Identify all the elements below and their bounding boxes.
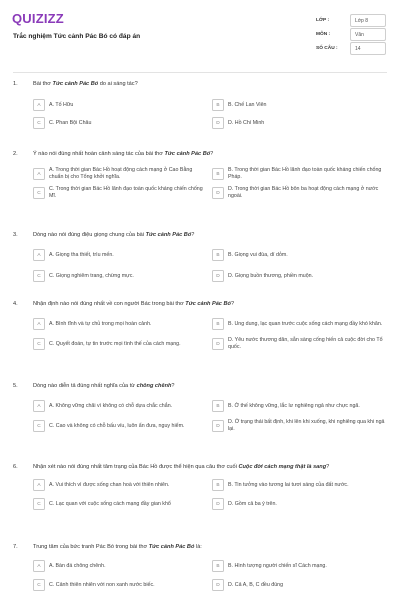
option-letter-box: A [33,99,45,111]
meta-key: SỐ CÂU : [316,46,338,51]
option-text: B. Ung dung, lạc quan trước cuộc sống cách mạng đầy khó khăn. [228,320,383,327]
option-d[interactable] [212,337,387,351]
quizizz-logo: QUIZIZZ [12,11,64,26]
option-letter-box: C [33,117,45,129]
question-number: 7. [13,544,18,550]
option-c[interactable] [33,117,208,129]
option-text: A. Trong thời gian Bác Hồ hoạt động cách mạng ở Cao Bằng chuẩn bị cho Tổng khởi nghĩa. [49,167,193,180]
question-header [13,463,387,471]
option-text: C. Trong thời gian Bác Hồ lãnh đạo toàn quốc kháng chiến chống Mĩ. [49,186,203,199]
option-text: D. Giọng buồn thương, phiền muộn. [228,272,314,279]
question-4 [13,300,387,351]
option-text: D. Yêu nước thương dân, sẵn sàng cống hiến cả cuộc đời cho Tổ quốc. [228,337,383,350]
option-letter-box: C [33,420,45,432]
option-letter-box: A [33,318,45,330]
option-letter-box: A [33,479,45,491]
option-d[interactable] [212,186,387,200]
option-letter-box: D [212,579,224,591]
meta-value-class: Lớp 8 [350,14,386,27]
options-grid [33,479,387,510]
question-5 [13,382,387,433]
option-text: B. Chế Lan Viên [228,101,267,108]
option-text: C. Giọng nghiêm trang, chừng mực. [49,272,134,279]
meta-value-count: 14 [350,42,386,55]
option-text: D. Ở trạng thái bất định, khi lên khi xuống, khi nghiêng qua khi ngả lại. [228,419,385,432]
question-text: Nhận định nào nói đúng nhất về con người Bác trong bài thơ Tức cảnh Pác Bó? [33,301,235,307]
option-b[interactable] [212,560,387,572]
option-letter-box: C [33,338,45,350]
meta-row-count [316,42,386,55]
option-letter-box: D [212,420,224,432]
option-letter-box: A [33,249,45,261]
question-header [13,300,387,308]
option-letter-box: B [212,560,224,572]
option-letter-box: D [212,187,224,199]
option-b[interactable] [212,400,387,412]
option-text: A. Bình tĩnh và tự chủ trong mọi hoàn cảnh. [49,320,152,327]
option-text: B. Trong thời gian Bác Hồ lãnh đạo toàn quốc kháng chiến chống Pháp. [228,167,382,180]
question-number: 2. [13,151,18,157]
option-text: D. Trong thời gian Bác Hồ bôn ba hoạt động cách mạng ở nước ngoài. [228,186,379,199]
question-7 [13,543,387,591]
option-letter-box: C [33,270,45,282]
option-letter-box: C [33,498,45,510]
option-a[interactable] [33,400,208,412]
option-letter-box: B [212,479,224,491]
question-text: Nhận xét nào nói đúng nhất tâm trạng của Bác Hồ được thể hiện qua câu thơ cuối Cuộc đời cách mạng thật là sang? [33,464,330,470]
question-header [13,543,387,551]
question-3 [13,231,387,282]
option-letter-box: C [33,187,45,199]
option-text: C. Cao và không có chỗ bấu víu, luôn ẩn đưa, nguy hiểm. [49,422,185,429]
option-letter-box: B [212,99,224,111]
option-c[interactable] [33,186,208,200]
option-b[interactable] [212,318,387,330]
option-text: B. Tin tưởng vào tương lai tươi sáng của đất nước. [228,481,349,488]
options-grid [33,249,387,282]
option-text: B. Ở thế không vững, lắc lư nghiêng ngả như chực ngã. [228,402,360,409]
meta-value-subject: Văn [350,28,386,41]
option-letter-box: B [212,168,224,180]
option-letter-box: D [212,498,224,510]
option-text: C. Phan Bội Châu [49,119,92,126]
option-a[interactable] [33,318,208,330]
question-number: 4. [13,301,18,307]
option-text: B. Giọng vui đùa, dí dỏm. [228,251,288,258]
option-text: C. Lạc quan với cuộc sống cách mạng đầy gian khổ [49,500,171,507]
option-c[interactable] [33,498,208,510]
question-header [13,382,387,390]
option-b[interactable] [212,99,387,111]
option-text: C. Cảnh thiên nhiên với non xanh nước biếc. [49,581,155,588]
option-a[interactable] [33,99,208,111]
option-letter-box: A [33,168,45,180]
option-d[interactable] [212,117,387,129]
options-grid [33,560,387,591]
worksheet-meta [316,14,386,56]
meta-key: LỚP : [316,18,330,23]
question-text: Trung tâm của bức tranh Pác Bó trong bài thơ Tức cảnh Pác Bó là: [33,544,202,550]
option-letter-box: D [212,117,224,129]
options-grid [33,99,387,129]
option-letter-box: C [33,579,45,591]
option-c[interactable] [33,270,208,282]
option-c[interactable] [33,419,208,433]
option-b[interactable] [212,249,387,261]
question-text: Dòng nào nói đúng điệu giọng chung của bài Tức cảnh Pác Bó? [33,232,195,238]
question-6 [13,463,387,510]
option-letter-box: A [33,400,45,412]
option-b[interactable] [212,167,387,181]
option-letter-box: B [212,400,224,412]
question-text: Dòng nào diễn tả đúng nhất nghĩa của từ chông chênh? [33,383,175,389]
option-d[interactable] [212,498,387,510]
option-a[interactable] [33,560,208,572]
option-d[interactable] [212,419,387,433]
option-text: B. Hình tượng người chiến sĩ Cách mạng. [228,562,327,569]
question-number: 5. [13,383,18,389]
question-2 [13,150,387,200]
option-d[interactable] [212,579,387,591]
option-text: A. Tố Hữu [49,101,74,108]
option-c[interactable] [33,579,208,591]
option-text: D. Cả A, B, C đều đúng [228,581,284,588]
question-text: Ý nào nói đúng nhất hoàn cảnh sáng tác của bài thơ Tức cảnh Pác Bó? [33,151,214,157]
question-number: 1. [13,81,18,87]
question-number: 6. [13,464,18,470]
option-letter-box: D [212,338,224,350]
option-text: A. Không vững chãi vì không có chỗ dựa chắc chắn. [49,402,173,409]
option-text: A. Giọng tha thiết, trìu mến. [49,251,114,258]
option-text: D. Hồ Chí Minh [228,119,265,126]
question-text: Bài thơ Tức cảnh Pác Bó do ai sáng tác? [33,81,138,87]
option-letter-box: B [212,318,224,330]
header-divider [13,72,387,73]
option-b[interactable] [212,479,387,491]
question-header [13,80,387,88]
option-text: D. Gồm cả ba ý trên. [228,500,277,507]
option-text: C. Quyết đoán, tự tin trước mọi tình thế của cách mạng. [49,340,181,347]
meta-key: MÔN : [316,32,331,37]
options-grid [33,400,387,433]
question-number: 3. [13,232,18,238]
option-letter-box: A [33,560,45,572]
option-a[interactable] [33,249,208,261]
option-text: A. Bàn đá chông chênh. [49,562,106,569]
option-c[interactable] [33,337,208,351]
option-letter-box: D [212,270,224,282]
question-header [13,150,387,158]
option-letter-box: B [212,249,224,261]
option-d[interactable] [212,270,387,282]
option-a[interactable] [33,479,208,491]
meta-row-subject [316,28,386,41]
question-1 [13,80,387,129]
option-text: A. Vui thích vì được sống chan hoà với thiên nhiên. [49,481,170,488]
worksheet-title: Trắc nghiệm Tức cảnh Pác Bó có đáp án [13,33,141,40]
worksheet-header [0,0,400,65]
option-a[interactable] [33,167,208,181]
meta-row-class [316,14,386,27]
options-grid [33,318,387,351]
options-grid [33,167,387,200]
question-header [13,231,387,239]
